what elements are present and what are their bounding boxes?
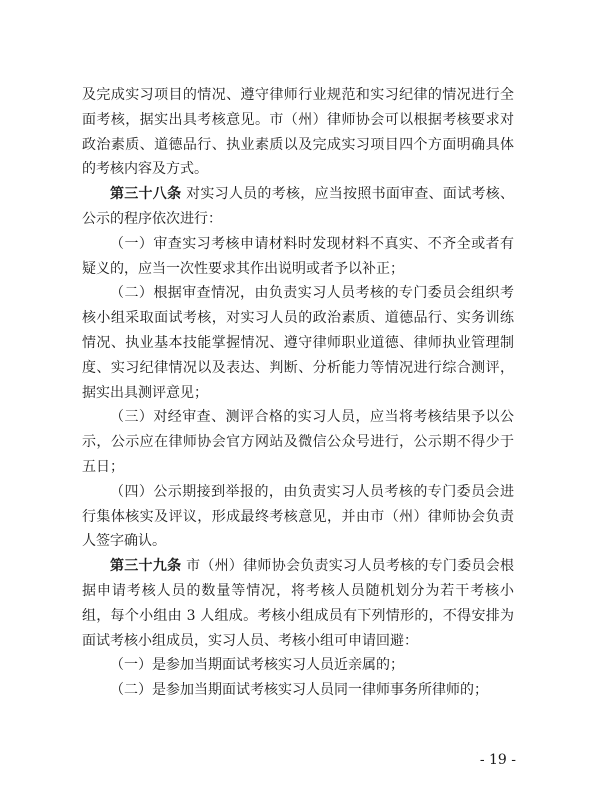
paragraph-item-4: （四）公示期接到举报的，由负责实习人员考核的专门委员会进行集体核实及评议，形成最终考核意见，并由市（州）律师协会负责人签字确认。 [82, 483, 514, 550]
page-number-footer [0, 750, 589, 770]
paragraph-article-39 [82, 554, 514, 653]
article-38-label: 第三十八条 [110, 186, 182, 203]
page-number: - 19 - [479, 752, 516, 768]
paragraph-clause-2: （二）是参加当期面试考核实习人员同一律师事务所律师的； [110, 682, 488, 699]
document-body [82, 83, 514, 703]
article-38-text: 对实习人员的考核，应当按照书面审查、面试考核、公示的程序依次进行： [82, 186, 515, 227]
paragraph-item-2: （二）根据审查情况，由负责实习人员考核的专门委员会组织考核小组采取面试考核，对实习人员的政治素质、道德品行、实务训练情况、执业基本技能掌握情况、遵守律师职业道德、律师执业管理制度、实习纪律情况以及表达、判断、分析能力等情况进行综合测评，据实出具测评意见； [82, 285, 514, 401]
paragraph-item-1: （一）审查实习考核申请材料时发现材料不真实、不齐全或者有疑义的，应当一次性要求其作出说明或者予以补正； [82, 235, 514, 277]
article-39-text: 市（州）律师协会负责实习人员考核的专门委员会根据申请考核人员的数量等情况，将考核人员随机划分为若干考核小组，每个小组由 3 人组成。考核小组成员有下列情形的，不得安排为面试考核小组成员，实习人员、考核小组可申请回避： [82, 558, 515, 649]
paragraph-article-38 [82, 182, 514, 232]
article-39-label: 第三十九条 [110, 558, 182, 575]
paragraph-item-3: （三）对经审查、测评合格的实习人员，应当将考核结果予以公示，公示应在律师协会官方网站及微信公众号进行，公示期不得少于五日； [82, 409, 514, 475]
paragraph-clause-1: （一）是参加当期面试考核实习人员近亲属的； [110, 657, 404, 674]
paragraph-continuation: 及完成实习项目的情况、遵守律师行业规范和实习纪律的情况进行全面考核，据实出具考核意见。市（州）律师协会可以根据考核要求对政治素质、道德品行、执业素质以及完成实习项目四个方面明确具体的考核内容及方式。 [82, 87, 514, 178]
